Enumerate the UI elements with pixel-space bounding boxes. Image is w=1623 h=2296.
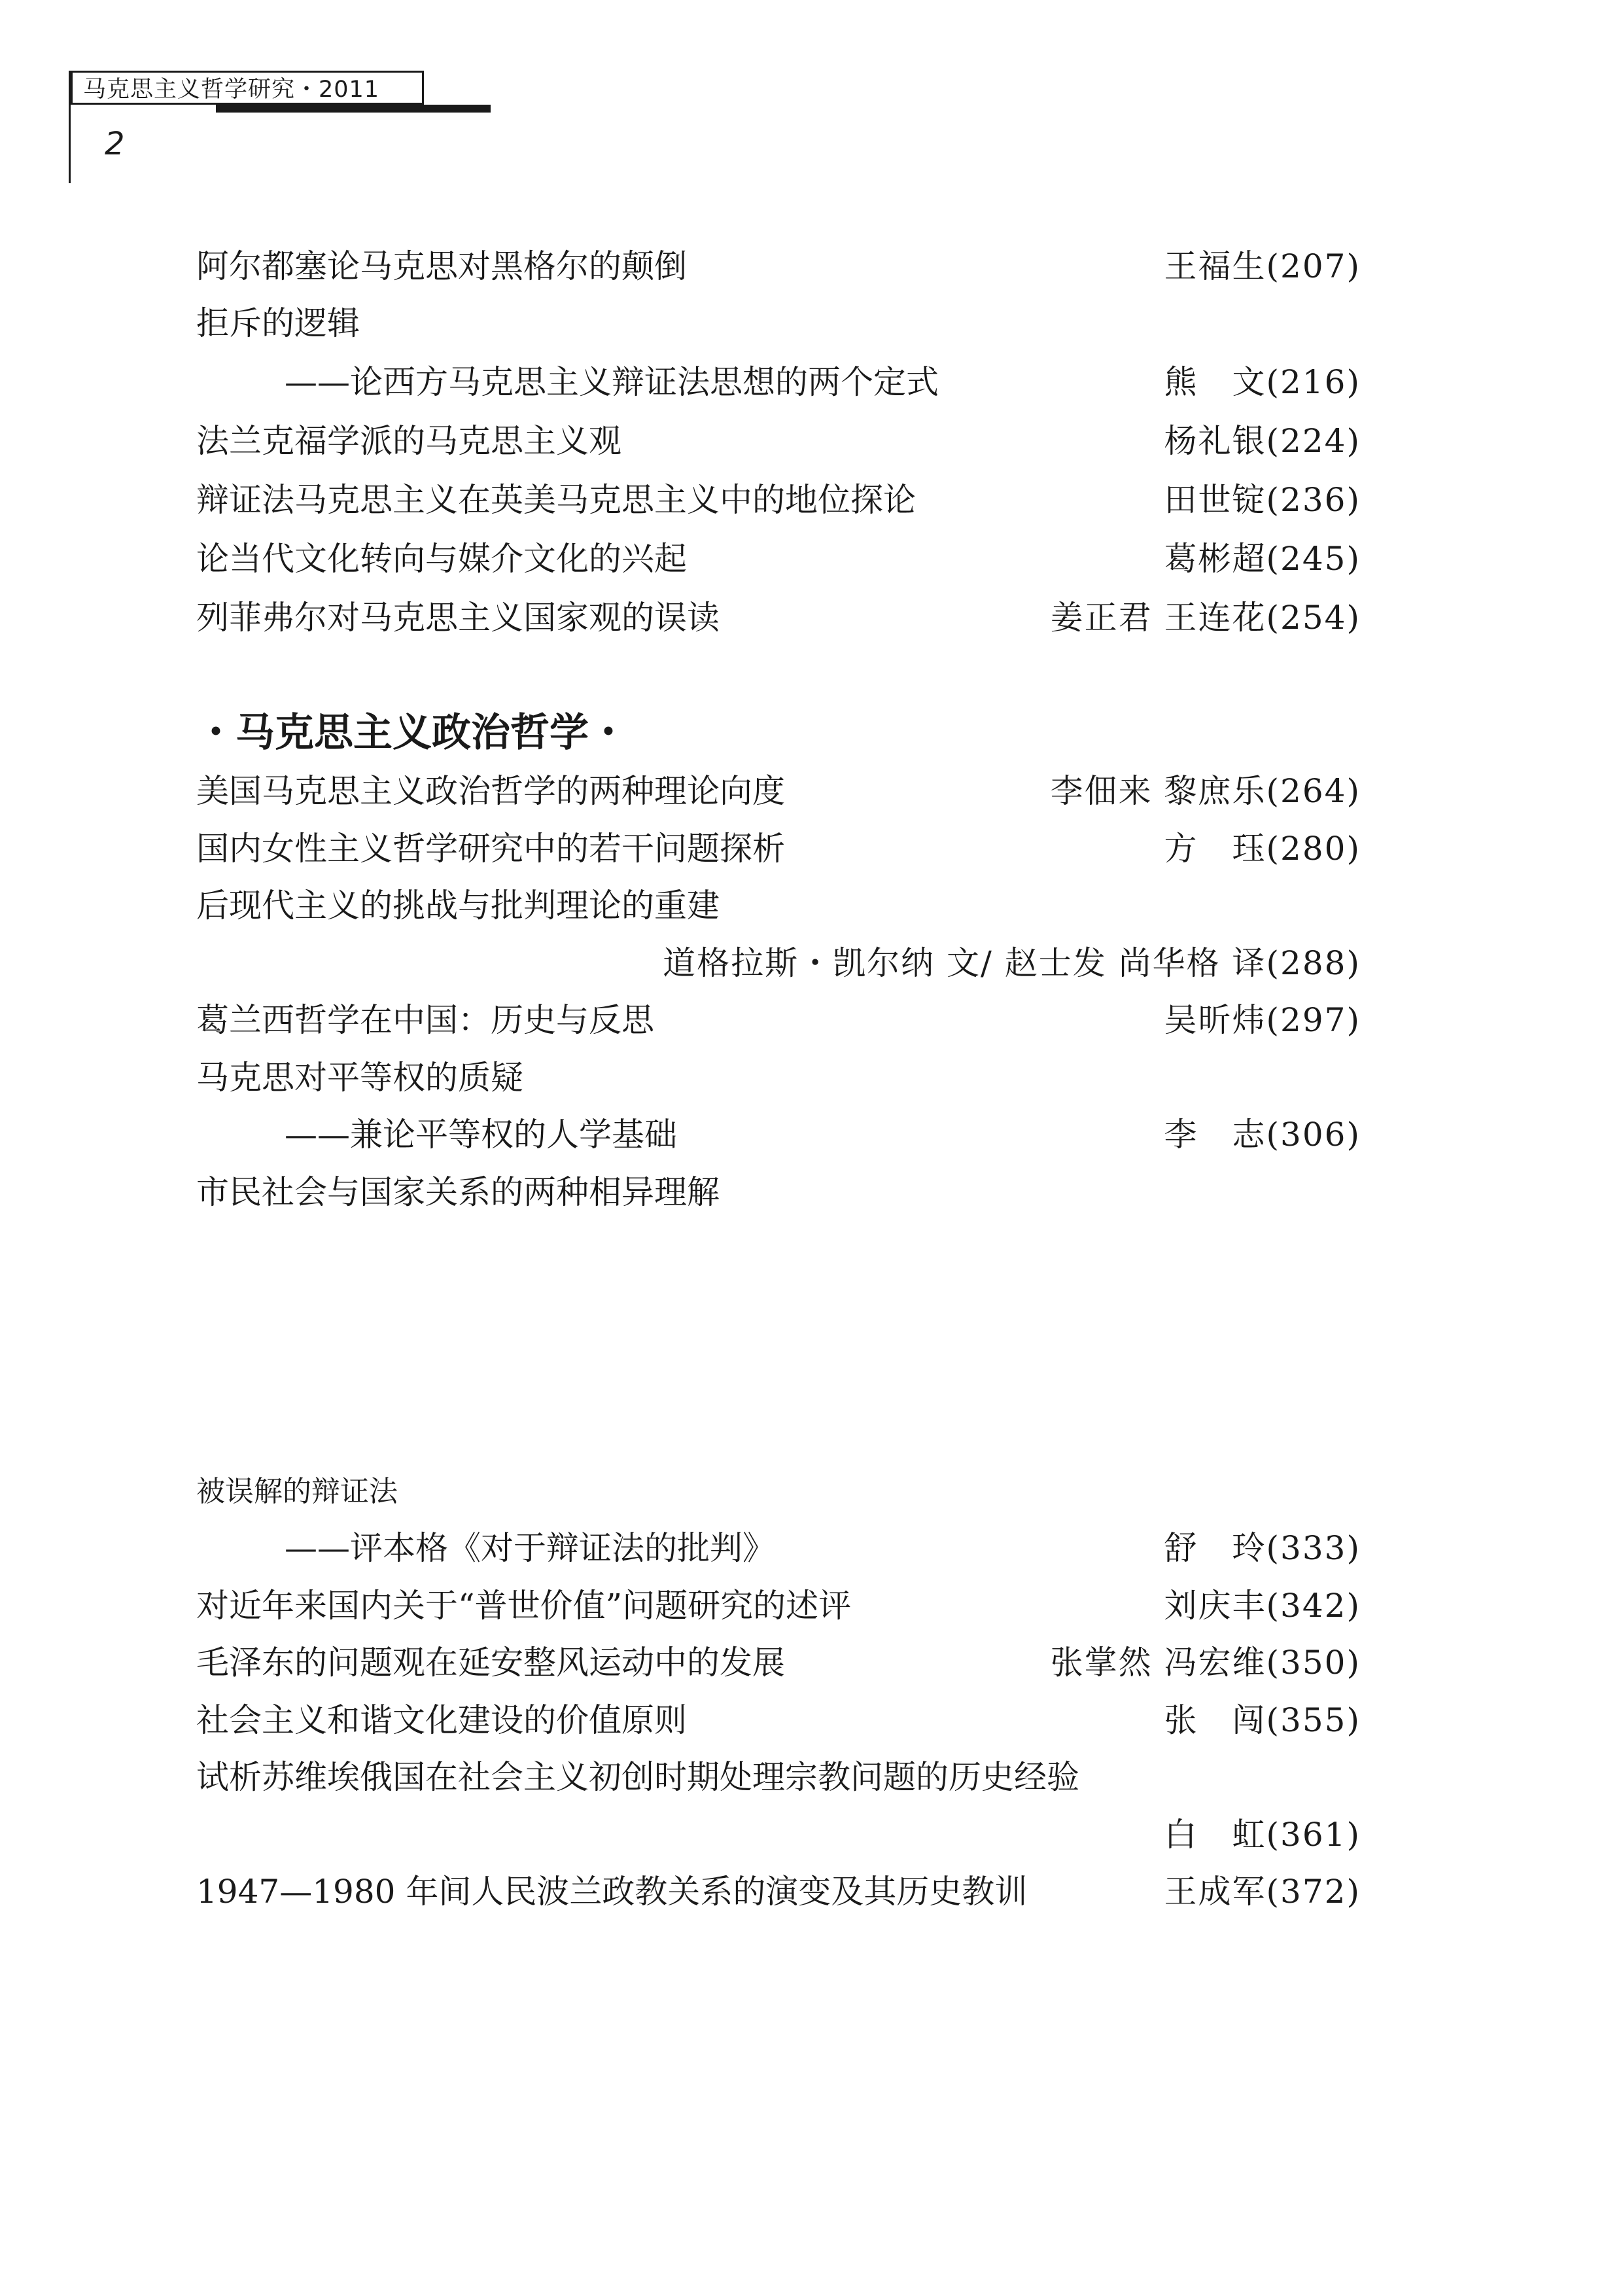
toc-entry-author: 白 虹(361) bbox=[1164, 1816, 1361, 1854]
page-number: 2 bbox=[105, 126, 125, 162]
toc-entry bbox=[196, 1752, 1361, 1797]
toc-entry-title: 论当代文化转向与媒介文化的兴起 bbox=[196, 540, 687, 578]
toc-entry bbox=[196, 766, 1361, 811]
toc-entry-author: 王福生(207) bbox=[1164, 247, 1361, 285]
toc-entry bbox=[196, 1866, 1361, 1912]
toc-entry-author: 姜正君 王连花(254) bbox=[1050, 599, 1361, 637]
toc-entry bbox=[196, 1167, 1361, 1212]
toc-entry-author: 田世锭(236) bbox=[1164, 481, 1361, 519]
toc-entry-subtitle bbox=[196, 1523, 1361, 1568]
toc-entry bbox=[196, 241, 1361, 287]
running-header bbox=[71, 71, 424, 105]
toc-entry-title: 后现代主义的挑战与批判理论的重建 bbox=[196, 887, 720, 925]
toc-entry-subtitle bbox=[196, 1109, 1361, 1155]
toc-entry-title: 葛兰西哲学在中国：历史与反思 bbox=[196, 1001, 654, 1039]
toc-entry-translator-line bbox=[196, 938, 1361, 983]
toc-entry-title: 社会主义和谐文化建设的价值原则 bbox=[196, 1701, 687, 1739]
toc-entry-author: 李 志(306) bbox=[1164, 1116, 1361, 1154]
toc-entry-title: ——评本格《对于辩证法的批判》 bbox=[285, 1529, 775, 1567]
toc-entry-author: 李佃来 黎庶乐(264) bbox=[1050, 772, 1361, 810]
toc-entry-subtitle bbox=[196, 357, 1361, 402]
toc-entry-author: 杨礼银(224) bbox=[1164, 422, 1361, 460]
toc-entry bbox=[196, 880, 1361, 926]
toc-entry-title: 毛泽东的问题观在延安整风运动中的发展 bbox=[196, 1644, 785, 1682]
toc-entry bbox=[196, 298, 1361, 344]
toc-entry-title: 辩证法马克思主义在英美马克思主义中的地位探论 bbox=[196, 481, 916, 519]
toc-entry-author: 葛彬超(245) bbox=[1164, 540, 1361, 578]
header-underline-bar bbox=[216, 105, 491, 113]
toc-entry-title: 被误解的辩证法 bbox=[196, 1475, 398, 1508]
toc-entry bbox=[196, 1052, 1361, 1098]
toc-entry-title: 法兰克福学派的马克思主义观 bbox=[196, 422, 621, 460]
toc-entry bbox=[196, 1466, 1361, 1511]
toc-entry-title: ——论西方马克思主义辩证法思想的两个定式 bbox=[285, 363, 939, 401]
toc-entry-author-line bbox=[196, 1809, 1361, 1855]
toc-entry-title: 阿尔都塞论马克思对黑格尔的颠倒 bbox=[196, 247, 687, 285]
toc-entry bbox=[196, 1695, 1361, 1740]
toc-entry bbox=[196, 415, 1361, 461]
toc-entry-author: 吴昕炜(297) bbox=[1164, 1001, 1361, 1039]
toc-entry bbox=[196, 823, 1361, 869]
section-heading: ・马克思主义政治哲学・ bbox=[196, 710, 628, 756]
toc-entry-title: 对近年来国内关于“普世价值”问题研究的述评 bbox=[196, 1587, 852, 1625]
toc-entry-author: 熊 文(216) bbox=[1164, 363, 1361, 401]
toc-entry-title: 马克思对平等权的质疑 bbox=[196, 1059, 523, 1097]
toc-entry bbox=[196, 533, 1361, 579]
toc-entry bbox=[196, 1637, 1361, 1683]
toc-entry-title: 1947—1980 年间人民波兰政教关系的演变及其历史教训 bbox=[196, 1873, 1028, 1911]
toc-entry bbox=[196, 995, 1361, 1040]
toc-entry-title: 拒斥的逻辑 bbox=[196, 304, 360, 342]
running-title: 马克思主义哲学研究・2011 bbox=[83, 77, 380, 103]
toc-entry-author: 王成军(372) bbox=[1164, 1873, 1361, 1911]
toc-entry bbox=[196, 1580, 1361, 1626]
toc-entry-title: 国内女性主义哲学研究中的若干问题探析 bbox=[196, 830, 785, 868]
toc-entry bbox=[196, 592, 1361, 638]
toc-entry-author: 方 珏(280) bbox=[1164, 830, 1361, 868]
toc-entry-title: 试析苏维埃俄国在社会主义初创时期处理宗教问题的历史经验 bbox=[196, 1758, 1079, 1796]
toc-entry-author: 道格拉斯・凯尔纳 文/ 赵士发 尚华格 译(288) bbox=[663, 944, 1361, 982]
toc-entry-title: ——兼论平等权的人学基础 bbox=[285, 1116, 677, 1154]
toc-entry bbox=[196, 474, 1361, 520]
toc-entry-title: 列菲弗尔对马克思主义国家观的误读 bbox=[196, 599, 720, 637]
toc-entry-author: 张 闯(355) bbox=[1164, 1701, 1361, 1739]
toc-entry-author: 张掌然 冯宏维(350) bbox=[1050, 1644, 1361, 1682]
toc-entry-author: 舒 玲(333) bbox=[1164, 1529, 1361, 1567]
toc-entry-author: 刘庆丰(342) bbox=[1164, 1587, 1361, 1625]
toc-entry-title: 市民社会与国家关系的两种相异理解 bbox=[196, 1173, 720, 1211]
toc-entry-title: 美国马克思主义政治哲学的两种理论向度 bbox=[196, 772, 785, 810]
